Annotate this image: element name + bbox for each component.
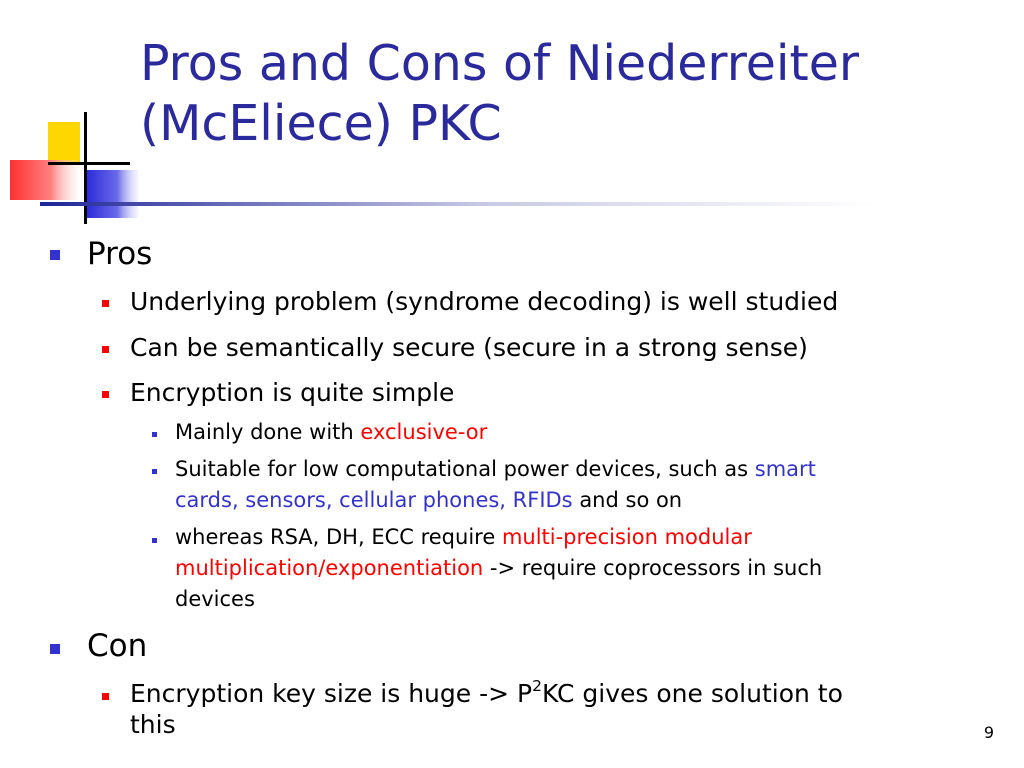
bullet-level2-icon bbox=[102, 391, 109, 398]
pros-sub-rsa-text-b: -> require coprocessors in such bbox=[483, 556, 823, 580]
pros-heading: Pros bbox=[87, 236, 153, 272]
pros-item-encryption-simple: Encryption is quite simple bbox=[130, 378, 455, 407]
pros-sub-low-power-text-b: and so on bbox=[572, 488, 683, 512]
pros-sub-rsa-text-a: whereas RSA, DH, ECC require bbox=[175, 525, 502, 549]
pros-sub-rsa-comparison bbox=[175, 522, 822, 615]
bullet-level2-icon bbox=[102, 346, 109, 353]
bullet-level2-icon bbox=[102, 300, 109, 307]
bullet-level1-icon bbox=[50, 250, 60, 260]
con-item-key-size bbox=[130, 678, 843, 740]
pros-sub-exclusive-or-text: Mainly done with bbox=[175, 420, 361, 444]
pros-sub-rsa-highlight-b: multiplication/exponentiation bbox=[175, 556, 484, 580]
bullet-level3-icon bbox=[152, 469, 157, 474]
bullet-level3-icon bbox=[152, 432, 157, 437]
pros-sub-rsa-text-c: devices bbox=[175, 587, 255, 611]
bullet-level2-icon bbox=[102, 693, 109, 700]
slide-title-line-2: (McEliece) PKC bbox=[140, 95, 502, 152]
slide-number: 9 bbox=[983, 723, 994, 742]
pros-item-semantically-secure: Can be semantically secure (secure in a strong sense) bbox=[130, 333, 808, 362]
pros-item-syndrome-decoding: Underlying problem (syndrome decoding) is well studied bbox=[130, 287, 839, 316]
pros-sub-low-power-devices bbox=[175, 454, 816, 516]
pros-sub-low-power-highlight-b: cards, sensors, cellular phones, RFIDs bbox=[175, 488, 573, 512]
con-item-text-c: this bbox=[130, 710, 176, 739]
con-item-text-b: KC gives one solution to bbox=[541, 679, 843, 708]
con-heading: Con bbox=[87, 628, 148, 664]
pros-sub-rsa-highlight-a: multi-precision modular bbox=[501, 525, 752, 549]
pros-sub-low-power-highlight-a: smart bbox=[754, 457, 816, 481]
bullet-level1-icon bbox=[50, 644, 60, 654]
pros-sub-exclusive-or-highlight: exclusive-or bbox=[360, 420, 488, 444]
slide-title-line-1: Pros and Cons of Niederreiter bbox=[140, 35, 860, 92]
pros-sub-low-power-text-a: Suitable for low computational power devices, such as bbox=[175, 457, 755, 481]
pros-sub-exclusive-or bbox=[175, 417, 487, 448]
con-item-superscript: 2 bbox=[532, 677, 542, 696]
con-item-text-a: Encryption key size is huge -> P bbox=[130, 679, 533, 708]
bullet-level3-icon bbox=[152, 538, 157, 543]
